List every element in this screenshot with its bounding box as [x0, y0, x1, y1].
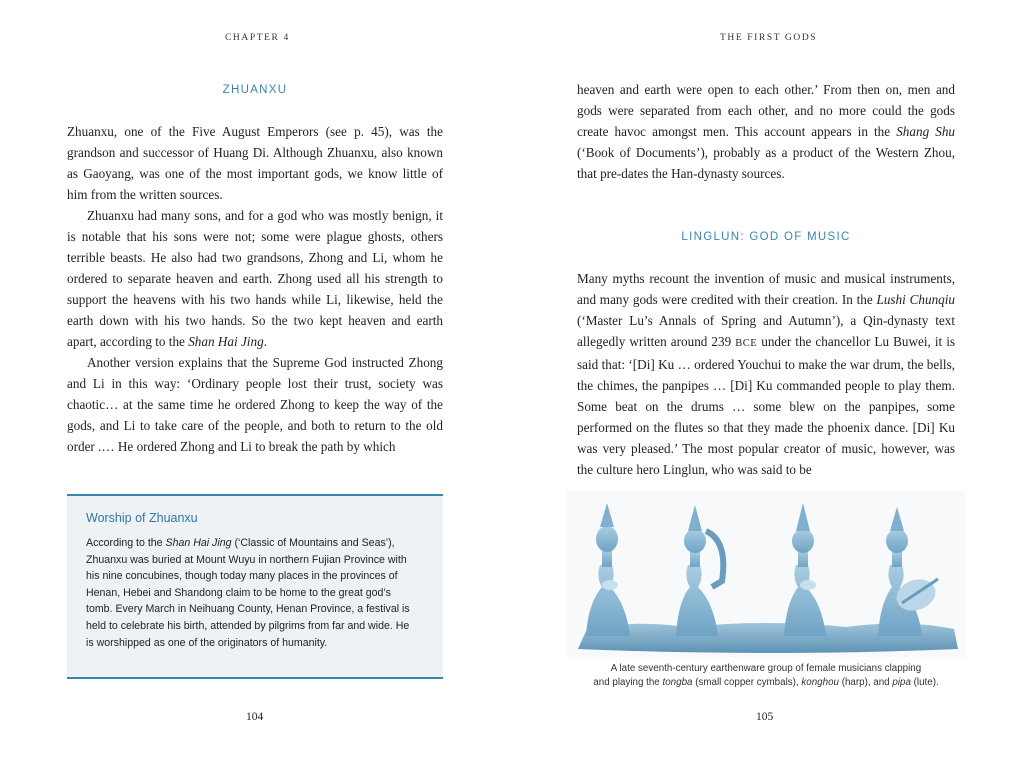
musician-2-harp-figure [676, 505, 723, 636]
linglun-text-c: under the chancellor Lu Buwei, it is said that: ‘[Di] Ku … ordered Youchui to make the war drum, the bells, the chimes, the panpipes … [Di] Ku commanded people to play them. Some beat on the drums … some blew on the panpipes, some performed on the flutes so that they made the phoenix dance. [Di] Ku was very pleased.’ The most popular creator of music, however, was the culture hero Linglun, who was said to be [577, 334, 955, 477]
caption-italic-2: konghou [801, 676, 839, 688]
paragraph-2 [67, 205, 443, 352]
figure-caption [566, 662, 966, 689]
paragraph-2-italic: Shan Hai Jing [188, 334, 264, 349]
musician-1-clapping-figure [586, 503, 630, 636]
sidebar-body [86, 535, 416, 651]
caption-line-2 [566, 676, 966, 690]
caption-text-b: (small copper cymbals), [695, 676, 799, 688]
left-running-header: CHAPTER 4 [225, 33, 290, 43]
caption-text-d: (lute). [913, 676, 939, 688]
sidebar-title: Worship of Zhuanxu [86, 511, 198, 525]
caption-italic-1: tongba [662, 676, 693, 688]
right-page-number: 105 [756, 711, 774, 723]
sidebar-text: (‘Classic of Mountains and Seas’), Zhuanxu was buried at Mount Wuyu in northern Fujian Province with his nine concubines, though today many places in the provinces of Henan, Hebei and Shandong claim to be home to the great god’s tomb. Every March in Neihuang County, Henan Province, a festival is held to celebrate his birth, attended by pilgrims from far and wide. He is worshipped as one of the originators of humanity. [86, 537, 410, 649]
paragraph-3: Another version explains that the Supreme God instructed Zhong and Li in this way: ‘Ordinary people lost their trust, society was chaotic… at the same time he ordered Zhong to keep the way of the gods, and Li to take care of the people, and both to return to the old order .… He ordered Zhong and Li to break the path by which [67, 355, 443, 454]
continuation-italic: Shang Shu [896, 124, 956, 139]
continuation-after: (‘Book of Documents’), probably as a product of the Western Zhou, that pre-dates the Han-dynasty sources. [577, 145, 955, 181]
right-body-text [577, 268, 955, 480]
continuation-before: heaven and earth were open to each other.’ From then on, men and gods were separated from each other, and no more could the gods create havoc amongst men. This account appears in the [577, 82, 955, 139]
paragraph-2-end: . [263, 334, 267, 349]
caption-italic-3: pipa [892, 676, 911, 688]
figurines-illustration [566, 491, 966, 657]
linglun-text-b: (‘Master Lu’s Annals of Spring and Autumn’), a Qin-dynasty text allegedly written around 239 [577, 313, 955, 349]
paragraph-2-text: Zhuanxu had many sons, and for a god who was mostly benign, it is notable that his sons were not; some were plague ghosts, others terrible beasts. He also had two grandsons, Zhong and Li, whom he ordered to separate heaven and earth. Zhong used all his strength to support the heavens with his two hands while Li, likewise, held the earth down with his two hands. So the two kept heaven and earth apart, according to the [67, 208, 443, 349]
musicians-figurine-photo [566, 491, 966, 657]
paragraph-1: Zhuanxu, one of the Five August Emperors (see p. 45), was the grandson and successor of Huang Di. Although Zhuanxu, also known as Gaoyang, was one of the most important gods, we know little of him from the written sources. [67, 124, 443, 202]
sidebar-intro: According to the [86, 537, 163, 549]
section-title-zhuanxu: ZHUANXU [222, 84, 288, 96]
worship-sidebar-box [67, 494, 443, 679]
continuation-paragraph [577, 79, 955, 184]
era-abbrev: BCE [735, 338, 758, 349]
right-running-header: THE FIRST GODS [720, 33, 818, 43]
musician-4-lute-figure [878, 507, 940, 636]
linglun-italic: Lushi Chunqiu [876, 292, 956, 307]
continuation-text [577, 79, 955, 184]
musician-3-clapping-figure [784, 503, 826, 636]
linglun-text-a: Many myths recount the invention of music and musical instruments, and many gods were credited with their creation. In the [577, 271, 955, 307]
left-page-number: 104 [246, 711, 264, 723]
left-body-text [67, 121, 443, 457]
caption-line-1: A late seventh-century earthenware group of female musicians clapping [610, 663, 922, 674]
sidebar-italic: Shan Hai Jing [165, 537, 232, 549]
linglun-paragraph [577, 268, 955, 480]
section-title-linglun: LINGLUN: GOD OF MUSIC [681, 231, 851, 243]
caption-text-a: and playing the [593, 676, 660, 688]
caption-text-c: (harp), and [841, 676, 890, 688]
